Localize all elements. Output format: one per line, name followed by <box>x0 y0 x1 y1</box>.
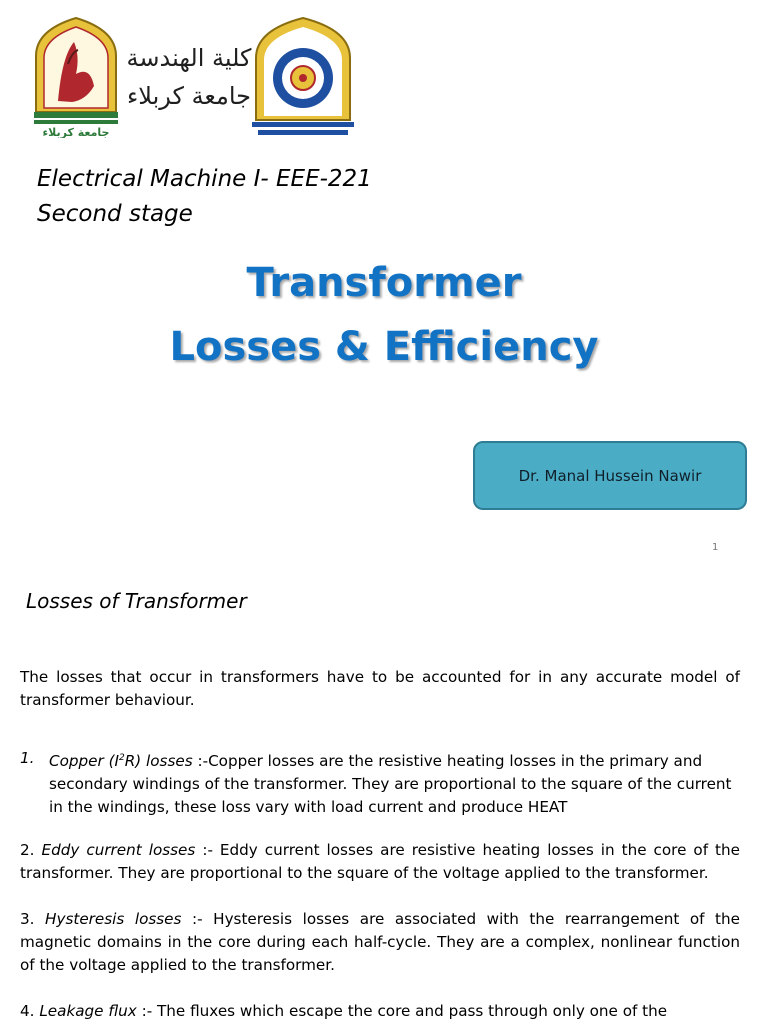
losses-section <box>0 562 768 1024</box>
list-item-text: :- Eddy current losses are resistive heating losses in the core of the transformer. They are proportional to the square of the voltage applied to the transformer. <box>20 841 740 882</box>
list-item-text: :- Hysteresis losses are associated with the rearrangement of the magnetic domains in the core during each half-cycle. They are a complex, nonlinear function of the voltage applied to the transformer. <box>20 910 740 974</box>
arabic-college-name: كلية الهندسة <box>126 44 252 72</box>
list-item <box>20 908 740 977</box>
list-item <box>20 839 740 885</box>
list-item-term: Hysteresis losses <box>45 910 182 928</box>
list-item <box>20 747 740 819</box>
list-item-text: :- The fluxes which escape the core and pass through only one of the <box>136 1002 668 1020</box>
university-logo <box>28 16 124 138</box>
list-item-body <box>49 747 740 819</box>
list-item-number: 1. <box>20 749 35 767</box>
logo-text: جامعة كربلاء <box>42 126 110 138</box>
college-logo <box>250 16 356 138</box>
list-item-text: :-Copper losses are the resistive heating losses in the primary and secondary windings of the transformer. They are proportional to the square of the current in the windings, these loss vary with load current and produce HEAT <box>49 752 732 817</box>
course-name: Electrical Machine I- EEE-221 <box>37 166 372 192</box>
arabic-university-name: جامعة كربلاء <box>126 82 252 110</box>
slide-title-line1: Transformer <box>246 260 522 306</box>
list-item-term: Leakage flux <box>39 1002 137 1020</box>
list-item-number: 3. <box>20 910 46 928</box>
list-item <box>20 1000 740 1023</box>
list-item-term: Eddy current losses <box>41 841 196 859</box>
course-stage: Second stage <box>37 201 193 227</box>
list-item-number: 4. <box>20 1002 40 1020</box>
list-item-term: Copper $(I^2R)$ losses <box>49 752 193 771</box>
page-number: 1 <box>712 542 719 553</box>
slide-title-line2: Losses & Efficiency <box>169 324 599 370</box>
author-box <box>473 441 747 510</box>
section-heading: Losses of Transformer <box>26 589 247 613</box>
intro-paragraph: The losses that occur in transformers have to be accounted for in any accurate model of transformer behaviour. <box>20 668 740 709</box>
author-name: Dr. Manal Hussein Nawir <box>518 466 702 485</box>
list-item-number: 2. <box>20 841 42 859</box>
